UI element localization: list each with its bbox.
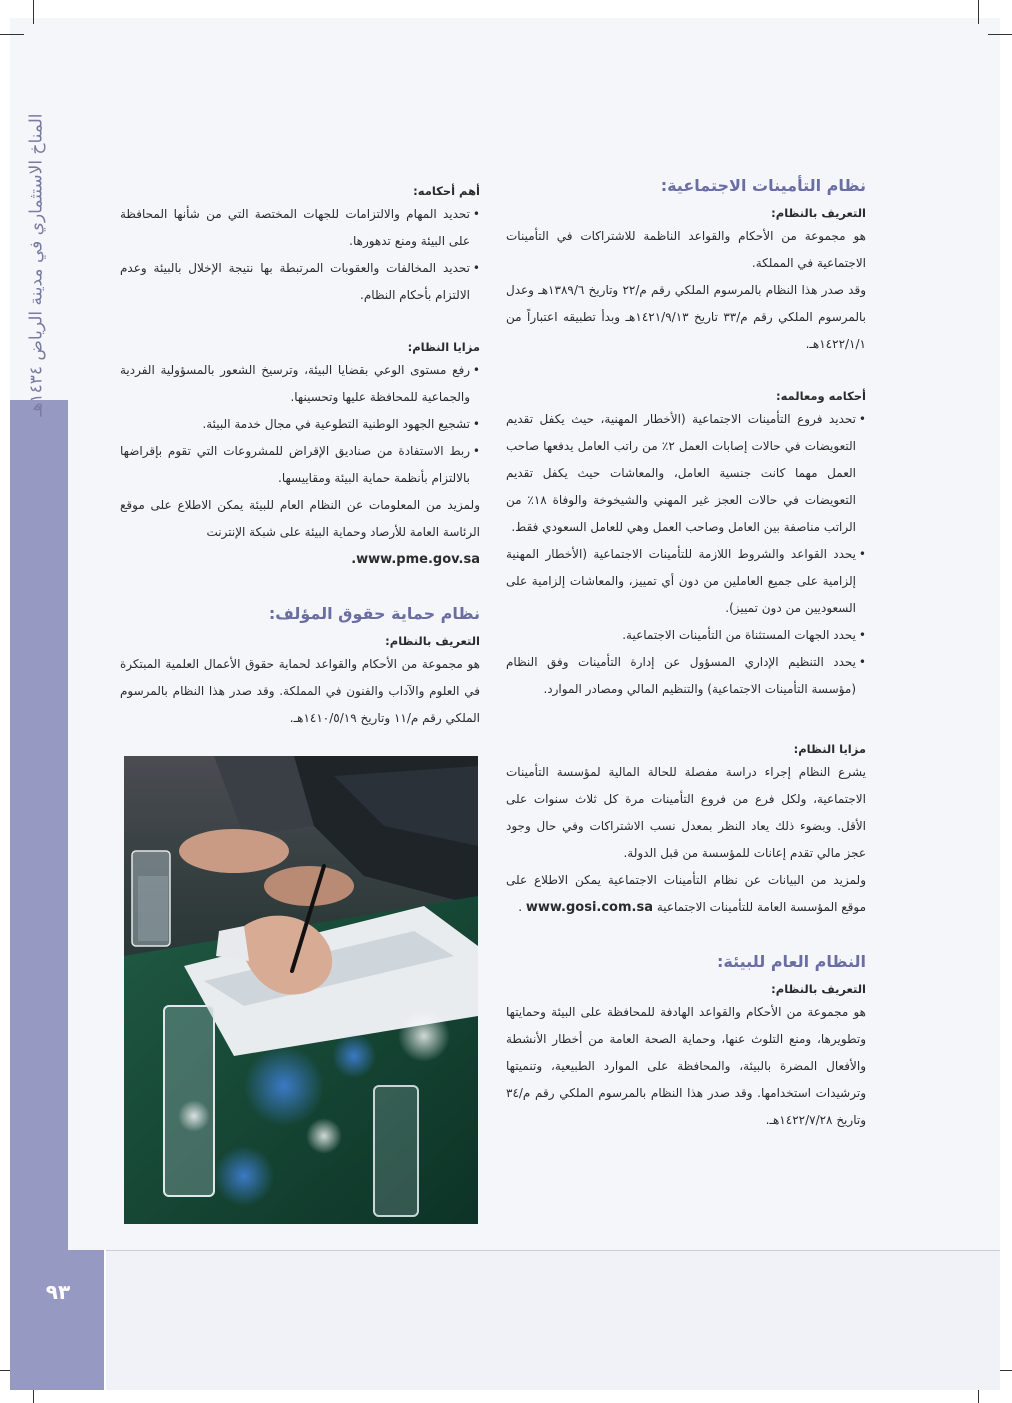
- running-title: [12, 113, 62, 417]
- page-number-tab: [10, 1250, 106, 1390]
- list-item: • يحدد القواعد والشروط اللازمة للتأمينات الاجتماعية (الأخطار المهنية إلزامية على جميع العاملين من دون أي تمييز، والمعاشات إلزامية على السعوديين من دون تمييز).: [506, 541, 866, 622]
- list-item: • تحديد فروع التأمينات الاجتماعية (الأخطار المهنية، حيث يكفل تقديم التعويضات في حالات إصابات العمل ٢٪ من راتب العامل يدفعها صاحب العمل مهما كانت جنسية العامل، والمعاشات حيث يكفل تقديم التعويضات في حالات العجز غير المهني والشيخوخة والوفاة ١٨٪ من الراتب مناصفة بين العامل وصاحب العمل وهي للعامل السعودي فقط.: [506, 406, 866, 541]
- advantages-label: مزايا النظام:: [407, 340, 480, 354]
- side-accent-strip: [10, 400, 68, 1250]
- list-item: • ربط الاستفادة من صناديق الإقراض للمشروعات التي تقوم بإقراضها بالالتزام بأنظمة حماية البيئة ومقاييسها.: [120, 438, 480, 492]
- paragraph-text: ولمزيد من البيانات عن نظام التأمينات الاجتماعية يمكن الاطلاع على موقع المؤسسة العامة للتأمينات الاجتماعية: [506, 873, 866, 914]
- list-item: • تشجيع الجهود الوطنية التطوعية في مجال خدمة البيئة.: [120, 411, 480, 438]
- advantages-list: [120, 357, 480, 492]
- definition-label: التعريف بالنظام:: [771, 206, 866, 220]
- section-title-environment: النظام العام للبيئة:: [717, 952, 866, 971]
- crop-mark: [33, 0, 34, 24]
- section-title-copyright: نظام حماية حقوق المؤلف:: [268, 604, 480, 623]
- right-column: [506, 175, 866, 1134]
- rulings-list: [506, 406, 866, 703]
- paragraph: يشرع النظام إجراء دراسة مفصلة للحالة المالية لمؤسسة التأمينات الاجتماعية، ولكل فرع من فروع التأمينات مرة كل ثلاث سنوات على الأقل. وبضوء ذلك يعاد النظر بمعدل نسب الاشتراكات وفي حال وجود عجز مالي تقدم إعانات للمؤسسة من قبل الدولة.: [506, 765, 866, 860]
- paragraph: وقد صدر هذا النظام بالمرسوم الملكي رقم م/٢٢ وتاريخ ١٣٨٩/٦هـ وعدل بالمرسوم الملكي رقم م/٣٣ تاريخ ١٤٢١/٩/١٣هـ وبدأ تطبيقه اعتباراً من ١٤٢٢/١/١هـ.: [506, 283, 866, 351]
- section-title-social-insurance: نظام التأمينات الاجتماعية:: [660, 176, 866, 195]
- left-column: [120, 175, 480, 732]
- footer-band: [10, 1250, 1000, 1390]
- paragraph: هو مجموعة من الأحكام والقواعد الهادفة للمحافظة على البيئة وحمايتها وتطويرها، ومنع التلوث عنها، وحماية الصحة العامة من أخطار الأنشطة والأفعال المضرة بالبيئة، والمحافظة على الموارد الطبيعية، وتنميتها وترشيدات استخدامها. وقد صدر هذا النظام بالمرسوم الملكي رقم م/٣٤ وتاريخ ١٤٢٢/٧/٢٨هـ.: [506, 1005, 866, 1127]
- rulings-label: أحكامه ومعالمه:: [775, 389, 866, 403]
- meeting-photo: [124, 756, 478, 1224]
- crop-mark: [0, 34, 24, 35]
- paragraph: ولمزيد من المعلومات عن النظام العام للبيئة يمكن الاطلاع على موقع الرئاسة العامة للأرصاد وحماية البيئة على شبكة الإنترنت: [120, 498, 480, 539]
- running-title-text: المناخ الاستثماري في مدينة الرياض ١٤٣٤هـ: [26, 113, 47, 417]
- website-link[interactable]: www.gosi.com.sa: [525, 900, 653, 915]
- website-link[interactable]: www.pme.gov.sa.: [351, 552, 480, 567]
- definition-label: التعريف بالنظام:: [385, 634, 480, 648]
- list-item: • تحديد المخالفات والعقوبات المرتبطة بها نتيجة الإخلال بالبيئة وعدم الالتزام بأحكام النظام.: [120, 255, 480, 309]
- page-number: ٩٣: [45, 1280, 71, 1304]
- crop-mark: [978, 0, 979, 24]
- list-item: • يحدد الجهات المستثناة من التأمينات الاجتماعية.: [506, 622, 866, 649]
- paragraph: هو مجموعة من الأحكام والقواعد الناظمة للاشتراكات في التأمينات الاجتماعية في المملكة.: [506, 229, 866, 270]
- paragraph: هو مجموعة من الأحكام والقواعد لحماية حقوق الأعمال العلمية المبتكرة في العلوم والآداب والفنون في المملكة. وقد صدر هذا النظام بالمرسوم الملكي رقم م/١١ وتاريخ ١٤١٠/٥/١٩هـ.: [120, 657, 480, 725]
- definition-label: التعريف بالنظام:: [771, 982, 866, 996]
- rulings-list: [120, 201, 480, 309]
- list-item: • تحديد المهام والالتزامات للجهات المختصة التي من شأنها المحافظة على البيئة ومنع تدهورها.: [120, 201, 480, 255]
- advantages-label: مزايا النظام:: [793, 742, 866, 756]
- list-item: • يحدد التنظيم الإداري المسؤول عن إدارة التأمينات وفق النظام (مؤسسة التأمينات الاجتماعية) والتنظيم المالي ومصادر الموارد.: [506, 649, 866, 703]
- list-item: • رفع مستوى الوعي بقضايا البيئة، وترسيخ الشعور بالمسؤولية الفردية والجماعية للمحافظة عليها وتحسينها.: [120, 357, 480, 411]
- crop-mark: [988, 34, 1012, 35]
- rulings-label: أهم أحكامه:: [413, 184, 480, 198]
- paragraph: ولمزيد من البيانات عن نظام التأمينات الاجتماعية يمكن الاطلاع على موقع المؤسسة العامة للتأمينات الاجتماعية www.gosi.com.sa .: [506, 873, 866, 915]
